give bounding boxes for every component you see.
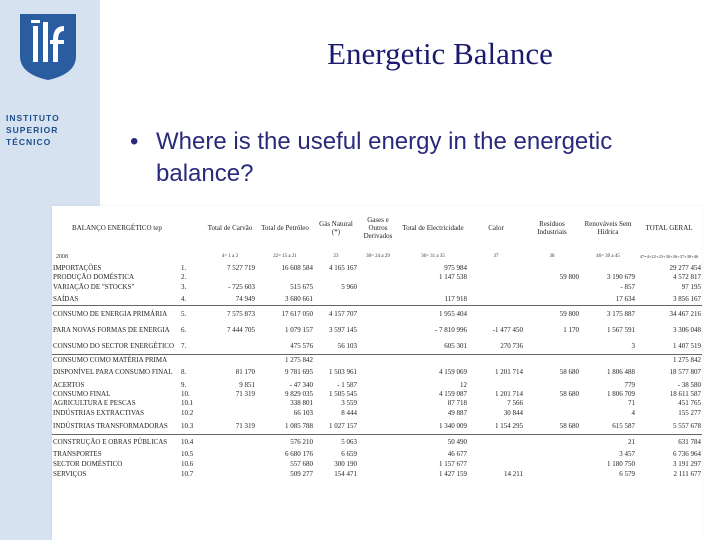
- column-ref: 30= 24 a 29: [366, 254, 390, 259]
- table-cell: 155 277: [678, 409, 701, 417]
- table-cell: 34 467 216: [669, 310, 701, 318]
- table-cell: [358, 398, 398, 408]
- table-cell: [468, 448, 524, 459]
- table-row: [52, 322, 702, 338]
- column-header: Resíduos Industriais: [537, 220, 567, 236]
- table-cell: 1 407 519: [636, 338, 702, 355]
- table-cell: 631 784: [678, 437, 701, 446]
- table-cell: 7 575 873: [227, 310, 255, 318]
- table-cell: 4 165 167: [329, 263, 357, 272]
- table-cell: [204, 272, 256, 281]
- bullet-point: [130, 126, 690, 190]
- row-label: TRANSPORTES: [53, 449, 102, 458]
- table-cell: 1 027 157: [314, 418, 358, 435]
- logo-wordmark: [6, 112, 96, 148]
- row-code: 10.7: [181, 470, 194, 478]
- table-row: [52, 281, 702, 293]
- table-cell: [204, 448, 256, 459]
- table-cell: 3 175 887: [607, 310, 635, 318]
- row-code: 10.1: [181, 399, 194, 407]
- column-header: Total de Carvão: [207, 224, 253, 232]
- row-label: VARIAÇÃO DE "STOCKS": [53, 283, 135, 291]
- table-cell: 3 306 048: [673, 326, 701, 334]
- table-cell: 71 319: [235, 389, 255, 398]
- table-row: [52, 306, 702, 323]
- table-cell: [468, 435, 524, 449]
- logo-line-2: SUPERIOR: [6, 125, 59, 135]
- table-cell: 1 079 157: [285, 326, 313, 334]
- table-cell: [524, 380, 580, 389]
- row-label: IMPORTAÇÕES: [53, 263, 102, 272]
- table-cell: 1 806 488: [607, 368, 635, 376]
- column-ref: 4= 1 a 3: [221, 254, 239, 259]
- table-cell: [358, 263, 398, 272]
- table-cell: 8 444: [341, 409, 357, 417]
- column-header: Gases e Outros Derivados: [363, 216, 393, 240]
- table-cell: [468, 263, 524, 272]
- table-cell: 475 576: [256, 338, 314, 355]
- table-cell: [204, 469, 256, 479]
- row-code: [180, 355, 204, 365]
- table-cell: 1 340 009: [398, 418, 468, 435]
- table-row: [52, 355, 702, 365]
- table-row: [52, 380, 702, 389]
- table-cell: 3 559: [341, 399, 357, 407]
- table-cell: 3: [580, 338, 636, 355]
- table-cell: [358, 380, 398, 389]
- table-row: [52, 293, 702, 306]
- table-cell: 1 275 842: [673, 355, 701, 364]
- column-ref: 38: [549, 254, 555, 259]
- logo-line-1: INSTITUTO: [6, 113, 60, 123]
- table-cell: 6 736 964: [673, 449, 701, 458]
- table-cell: [468, 355, 524, 365]
- table-cell: [524, 263, 580, 272]
- table-cell: 6 680 176: [285, 449, 313, 458]
- table-cell: 7 566: [507, 399, 523, 407]
- row-code: 10.4: [181, 437, 194, 446]
- table-cell: [358, 322, 398, 338]
- row-label: CONSUMO DO SECTOR ENERGÉTICO: [52, 338, 180, 355]
- table-cell: 300 190: [334, 460, 357, 468]
- table-cell: 605 301: [398, 338, 468, 355]
- table-cell: 14 211: [504, 470, 523, 478]
- table-cell: 74 949: [204, 293, 256, 306]
- table-cell: [204, 355, 256, 365]
- table-cell: 3 457: [619, 449, 635, 458]
- table-row: [52, 469, 702, 479]
- column-ref: 46= 39 a 45: [596, 254, 620, 259]
- table-cell: [358, 306, 398, 323]
- table-cell: [524, 408, 580, 418]
- table-cell: 1 275 842: [285, 355, 313, 364]
- column-header: Calor: [488, 224, 504, 232]
- table-cell: 1 427 159: [439, 470, 467, 478]
- table-row: [52, 389, 702, 398]
- table-cell: [314, 293, 358, 306]
- table-cell: 87 718: [447, 399, 467, 407]
- table-cell: [524, 281, 580, 293]
- table-cell: 9 781 695: [285, 368, 313, 376]
- table-cell: 97 195: [681, 283, 701, 291]
- table-cell: 5 960: [341, 283, 357, 291]
- table-cell: [314, 355, 358, 365]
- table-cell: [468, 380, 524, 389]
- table-cell: 71 319: [204, 418, 256, 435]
- table-cell: 7 527 719: [227, 263, 255, 272]
- row-label: SECTOR DOMÉSTICO: [53, 460, 123, 468]
- table-row: [52, 408, 702, 418]
- table-cell: [204, 435, 256, 449]
- table-cell: [524, 469, 580, 479]
- table-cell: 12: [460, 380, 467, 389]
- row-label: PRODUÇÃO DOMÉSTICA: [53, 272, 135, 281]
- table-cell: 4 157 707: [329, 310, 357, 318]
- table-cell: [580, 263, 636, 272]
- table-cell: [314, 272, 358, 281]
- column-ref: 47=4+22+23+30+36+37+38+46: [639, 254, 699, 259]
- table-row: [52, 338, 702, 355]
- table-cell: [524, 293, 580, 306]
- table-cell: 58 680: [524, 418, 580, 435]
- table-row: [52, 398, 702, 408]
- table-cell: [358, 408, 398, 418]
- table-cell: 1 806 709: [607, 389, 635, 398]
- row-code: 10.: [181, 389, 190, 398]
- table-cell: 59 800: [559, 310, 579, 318]
- table-cell: 3 597 145: [329, 326, 357, 334]
- table-cell: [256, 272, 314, 281]
- table-cell: [358, 435, 398, 449]
- table-cell: 1 170: [563, 326, 579, 334]
- table-cell: 1 085 788: [256, 418, 314, 435]
- table-cell: [358, 418, 398, 435]
- table-cell: 58 680: [559, 368, 579, 376]
- table-cell: 6 579: [619, 470, 635, 478]
- row-label: PARA NOVAS FORMAS DE ENERGIA: [53, 326, 170, 334]
- row-label: DISPONÍVEL PARA CONSUMO FINAL: [53, 368, 173, 376]
- row-label: CONSTRUÇÃO E OBRAS PÚBLICAS: [53, 437, 168, 446]
- table-header-label: BALANÇO ENERGÉTICO tep: [72, 224, 162, 232]
- table-cell: [468, 293, 524, 306]
- table-cell: [524, 338, 580, 355]
- table-cell: [468, 272, 524, 281]
- table-cell: 1 503 961: [329, 368, 357, 376]
- table-cell: 7 444 705: [227, 326, 255, 334]
- row-label: CONSUMO DE ENERGIA PRIMÁRIA: [53, 310, 168, 318]
- table-row: [52, 272, 702, 281]
- table-cell: 1 157 677: [439, 460, 467, 468]
- table-cell: - 47 340: [289, 380, 313, 389]
- table-cell: 2 111 677: [673, 470, 701, 478]
- table-cell: 4 572 817: [673, 272, 701, 281]
- column-header: Gás Natural (*): [319, 220, 353, 236]
- table-cell: [468, 281, 524, 293]
- table-cell: 615 587: [580, 418, 636, 435]
- row-code: 10.5: [181, 449, 194, 458]
- table-cell: 81 170: [235, 368, 255, 376]
- table-cell: 50 490: [447, 437, 467, 446]
- table-cell: 557 680: [290, 460, 313, 468]
- table-row: [52, 459, 702, 469]
- table-cell: [580, 355, 636, 365]
- table-cell: [358, 389, 398, 398]
- row-code: 10.6: [181, 460, 194, 468]
- row-label: CONSUMO FINAL: [53, 389, 111, 398]
- table-cell: [358, 355, 398, 365]
- table-cell: [358, 364, 398, 380]
- table-cell: 29 277 454: [669, 263, 701, 272]
- table-row: [52, 435, 702, 449]
- column-ref: 23: [333, 254, 339, 259]
- table-cell: 975 984: [444, 263, 467, 272]
- table-cell: [358, 459, 398, 469]
- bullet-marker: •: [130, 128, 139, 155]
- column-header: Total de Petróleo: [261, 224, 309, 232]
- row-label: ACERTOS: [53, 380, 85, 389]
- table-cell: 270 736: [468, 338, 524, 355]
- row-code: 1.: [181, 263, 187, 272]
- table-cell: 5 557 678: [636, 418, 702, 435]
- table-cell: 17 617 050: [281, 310, 313, 318]
- table-cell: 9 851: [239, 380, 255, 389]
- table-cell: 4 159 069: [439, 368, 467, 376]
- table-cell: 18 577 807: [669, 368, 701, 376]
- table-cell: 154 471: [334, 470, 357, 478]
- table-cell: -1 477 450: [492, 326, 523, 334]
- logo-line-3: TÉCNICO: [6, 137, 52, 147]
- table-cell: 17 634: [580, 293, 636, 306]
- table-cell: 6 659: [341, 449, 357, 458]
- table-cell: 3 190 679: [607, 272, 635, 281]
- table-cell: - 857: [620, 283, 635, 291]
- year-label: 2008: [56, 253, 68, 260]
- column-header: Total de Electricidade: [402, 224, 464, 232]
- energy-balance-table: [52, 206, 702, 540]
- row-code: 4.: [180, 293, 204, 306]
- row-label: SERVIÇOS: [53, 470, 87, 478]
- row-code: 9.: [181, 380, 187, 389]
- row-label: SAÍDAS: [52, 293, 180, 306]
- row-label: AGRICULTURA E PESCAS: [53, 399, 136, 407]
- table-cell: [204, 459, 256, 469]
- table-cell: 30 844: [503, 409, 523, 417]
- table-cell: 1 567 591: [607, 326, 635, 334]
- table-cell: 338 801: [290, 399, 313, 407]
- table-cell: 16 608 584: [281, 263, 313, 272]
- table-cell: 5 063: [341, 437, 357, 446]
- slide-title: Energetic Balance: [327, 36, 553, 71]
- table-cell: 576 210: [290, 437, 313, 446]
- table-cell: [524, 459, 580, 469]
- table-row: [52, 418, 702, 435]
- table-cell: 58 680: [559, 389, 579, 398]
- row-label: CONSUMO COMO MATÉRIA PRIMA: [53, 355, 168, 364]
- table-cell: - 725 603: [228, 283, 255, 291]
- row-code: 6.: [181, 326, 187, 334]
- column-ref: 36= 31 a 35: [421, 254, 445, 259]
- row-code: 2.: [181, 272, 187, 281]
- table-cell: 9 829 035: [285, 389, 313, 398]
- table-cell: 4: [631, 409, 635, 417]
- table-cell: [358, 272, 398, 281]
- table-cell: 1 147 538: [439, 272, 467, 281]
- table-cell: - 1 587: [337, 380, 357, 389]
- table-cell: [468, 306, 524, 323]
- table-cell: 3 680 661: [256, 293, 314, 306]
- table-row: [52, 448, 702, 459]
- column-ref: 37: [493, 254, 499, 259]
- table-cell: 779: [624, 380, 635, 389]
- row-label: INDÚSTRIAS TRANSFORMADORAS: [52, 418, 180, 435]
- ist-logo: [18, 12, 78, 82]
- table-cell: [358, 448, 398, 459]
- table-cell: - 38 580: [677, 380, 701, 389]
- table-cell: [204, 398, 256, 408]
- table-cell: 117 918: [398, 293, 468, 306]
- row-code: 8.: [181, 368, 187, 376]
- table-cell: 3 856 167: [636, 293, 702, 306]
- table-cell: 1 201 714: [495, 389, 523, 398]
- table-cell: [524, 435, 580, 449]
- table-cell: [524, 448, 580, 459]
- table-cell: [204, 408, 256, 418]
- table-cell: 451 765: [678, 399, 701, 407]
- table-cell: [468, 459, 524, 469]
- table-cell: [358, 281, 398, 293]
- table-row: [52, 263, 702, 272]
- column-header: TOTAL GERAL: [645, 224, 693, 232]
- table-cell: 66 103: [293, 409, 313, 417]
- table-cell: 56 103: [314, 338, 358, 355]
- row-code: 7.: [180, 338, 204, 355]
- table-cell: 1 505 545: [329, 389, 357, 398]
- table-cell: 46 677: [447, 449, 467, 458]
- table-cell: - 7 810 996: [434, 326, 467, 334]
- table-cell: 509 277: [290, 470, 313, 478]
- table-cell: [524, 398, 580, 408]
- table-cell: 21: [628, 437, 635, 446]
- bullet-text: Where is the useful energy in the energetic balance?: [156, 128, 613, 187]
- table-row: [52, 364, 702, 380]
- table-cell: [398, 281, 468, 293]
- table-cell: [358, 469, 398, 479]
- column-header: Renováveis Sem Hídrica: [584, 220, 632, 236]
- row-code: 10.2: [181, 409, 194, 417]
- table-cell: 4 159 087: [439, 389, 467, 398]
- table-cell: 1 201 714: [495, 368, 523, 376]
- row-code: 3.: [181, 283, 187, 291]
- table-cell: 59 800: [559, 272, 579, 281]
- row-code: 5.: [181, 310, 187, 318]
- table-cell: 515 675: [290, 283, 313, 291]
- table-cell: 71: [628, 399, 635, 407]
- table-cell: 1 154 295: [468, 418, 524, 435]
- table-cell: [358, 338, 398, 355]
- table-cell: 1 180 750: [607, 460, 635, 468]
- table-cell: [204, 338, 256, 355]
- table-cell: [358, 293, 398, 306]
- table-cell: [398, 355, 468, 365]
- table-cell: 18 611 587: [669, 389, 701, 398]
- table-cell: 3 191 297: [673, 460, 701, 468]
- row-code: 10.3: [180, 418, 204, 435]
- table-cell: [524, 355, 580, 365]
- row-label: INDÚSTRIAS EXTRACTIVAS: [53, 409, 145, 417]
- column-ref: 22= 15 a 21: [273, 254, 297, 259]
- table-cell: 49 887: [447, 409, 467, 417]
- table-cell: 1 955 404: [439, 310, 467, 318]
